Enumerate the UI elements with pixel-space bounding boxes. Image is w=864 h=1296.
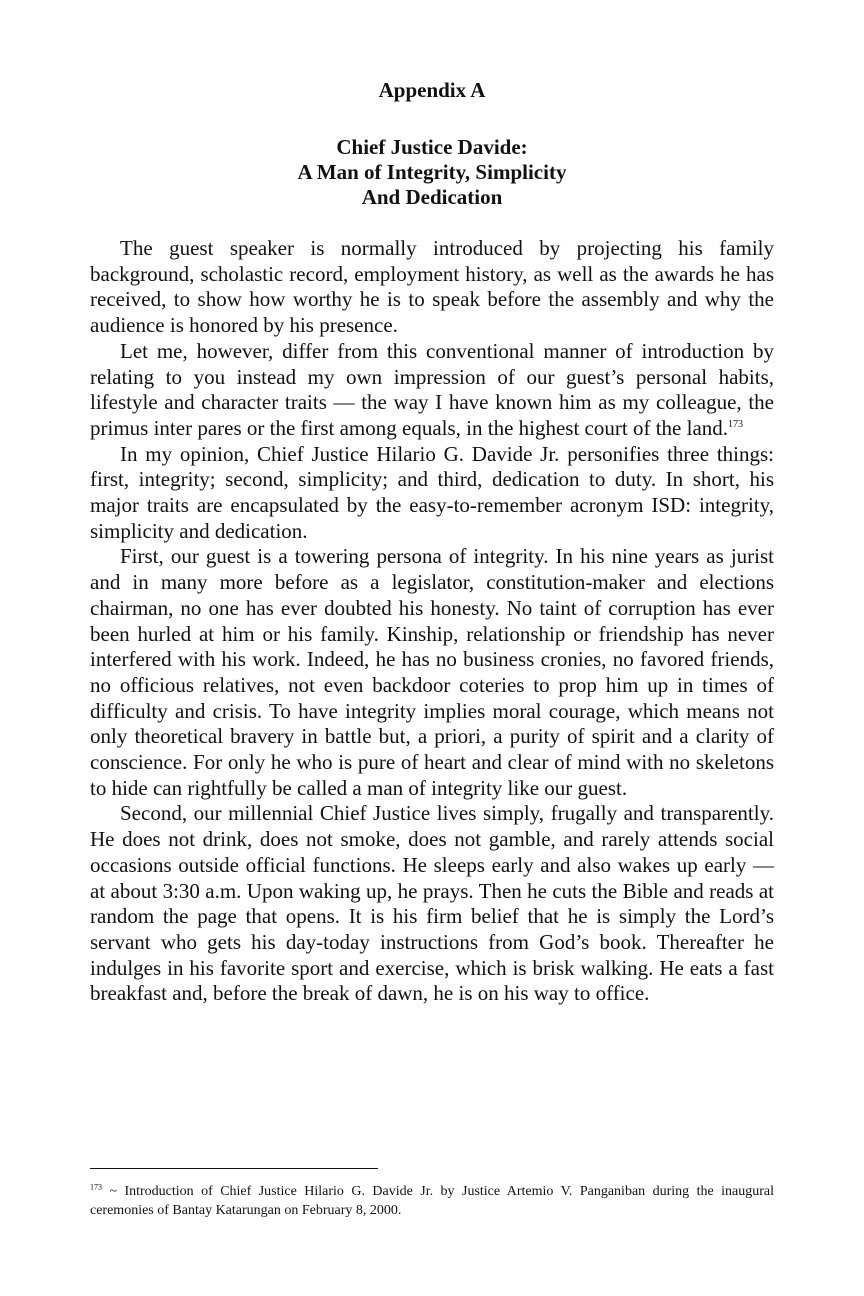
paragraph-1: The guest speaker is normally introduced by projecting his family background, scholastic record, employment history, as well as the awards he has received, to show how worthy he is to speak before the assembly and why the audience is honored by his presence.: [90, 236, 774, 338]
footnote-reference: 173: [728, 418, 744, 430]
body-text: [90, 236, 774, 1007]
paragraph-2: [90, 339, 774, 442]
paragraph-3: In my opinion, Chief Justice Hilario G. Davide Jr. personifies three things: first, integrity; second, simplicity; and third, dedication to duty. In short, his major traits are encapsulated by the easy-to-remember acronym ISD: integrity, simplicity and dedication.: [90, 441, 774, 543]
title-line-1: Chief Justice Davide:: [336, 135, 528, 159]
footnote-divider: [90, 1168, 378, 1169]
paragraph-5: Second, our millennial Chief Justice lives simply, frugally and transparently. He does not drink, does not smoke, does not gamble, and rarely attends social occasions outside official functions. He sleeps early and also wakes up early — at about 3:30 a.m. Upon waking up, he prays. Then he cuts the Bible and reads at random the page that opens. It is his firm belief that he is simply the Lord’s servant who gets his day-today instructions from God’s book. Thereafter he indulges in his favorite sport and exercise, which is brisk walking. He eats a fast breakfast and, before the break of dawn, he is on his way to office.: [90, 801, 774, 1006]
paragraph-4: First, our guest is a towering persona of integrity. In his nine years as jurist and in many more before as a legislator, constitution-maker and elections chairman, no one has ever doubted his honesty. No taint of corruption has ever been hurled at him or his family. Kinship, relationship or friendship has never interfered with his work. Indeed, he has no business cronies, no favored friends, no officious relatives, not even backdoor coteries to prop him up in times of difficulty and crisis. To have integrity implies moral courage, which means not only theoretical bravery in battle but, a priori, a purity of spirit and a clarity of conscience. For only he who is pure of heart and clear of mind with no skeletons to hide can rightfully be called a man of integrity like our guest.: [90, 544, 774, 800]
footnote-text: ~ Introduction of Chief Justice Hilario G. Davide Jr. by Justice Artemio V. Panganiban during the inaugural ceremonies of Bantay Katarungan on February 8, 2000.: [90, 1184, 774, 1218]
document-title: [90, 135, 774, 210]
footnote-number: 173: [90, 1182, 102, 1192]
paragraph-2-text: Let me, however, differ from this conventional manner of introduction by relating to you instead my own impression of our guest’s personal habits, lifestyle and character traits — the way I have known him as my colleague, the primus inter pares or the first among equals, in the highest court of the land.: [90, 338, 774, 440]
page-content: [90, 78, 774, 1007]
appendix-heading: Appendix A: [378, 78, 486, 102]
footnote: [90, 1182, 774, 1220]
title-line-2: A Man of Integrity, Simplicity: [297, 160, 567, 184]
title-line-3: And Dedication: [361, 185, 503, 209]
